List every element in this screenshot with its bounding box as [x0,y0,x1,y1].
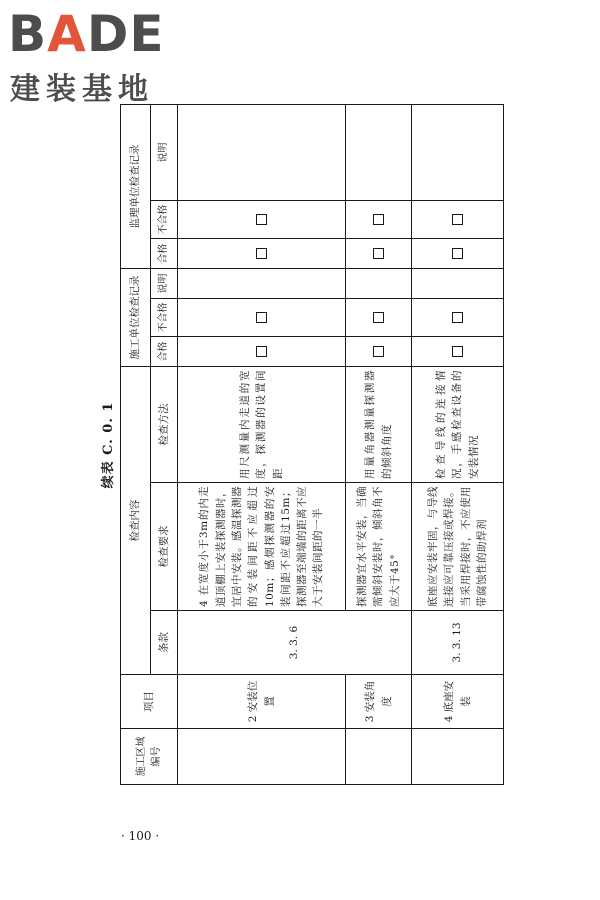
contractor-note-cell[interactable] [346,268,412,298]
header-supervisor-note: 说明 [151,104,178,200]
contractor-fail-checkbox[interactable] [178,298,346,336]
contractor-note-cell[interactable] [178,268,346,298]
row-requirement: 4 在宽度小于3m的内走道顶棚上安装探测器时，宜居中安装。感温探测器的安装间距不应超过10m；感烟探测器的安装间距不应超过15m；探测器至端墙的距离不应大于安装间距的一半 [178,483,346,611]
supervisor-pass-checkbox[interactable] [412,238,504,268]
row-area-code [178,729,346,785]
header-supervisor-fail: 不合格 [151,200,178,238]
supervisor-pass-checkbox[interactable] [346,238,412,268]
header-requirement: 检查要求 [151,483,178,611]
table-row [346,104,412,784]
header-contractor: 施工单位检查记录 [121,268,151,366]
header-supervisor: 监理单位检查记录 [121,104,151,268]
inspection-table [120,104,504,785]
page-number: · 100 · [121,829,160,843]
row-area-code [346,729,412,785]
header-clause: 条款 [151,611,178,675]
row-clause: 3. 3. 6 [178,611,412,675]
header-content: 检查内容 [121,366,151,674]
table-row [412,104,504,784]
header-contractor-pass: 合格 [151,336,178,366]
header-contractor-note: 说明 [151,268,178,298]
contractor-pass-checkbox[interactable] [412,336,504,366]
header-area-code: 施工区域编号 [121,729,178,785]
row-method: 用尺测量内走道的宽度，探测器的设置间距 [178,366,346,482]
row-requirement: 探测器宜水平安装，当确需倾斜安装时，倾斜角不应大于45° [346,483,412,611]
row-clause: 3. 3. 13 [412,611,504,675]
contractor-note-cell[interactable] [412,268,504,298]
rotated-page [85,105,503,843]
header-supervisor-pass: 合格 [151,238,178,268]
header-contractor-fail: 不合格 [151,298,178,336]
row-project: 4 底座安装 [412,675,504,729]
header-project: 项目 [121,675,178,729]
supervisor-note-cell[interactable] [178,104,346,200]
header-method: 检查方法 [151,366,178,482]
contractor-pass-checkbox[interactable] [178,336,346,366]
row-area-code [412,729,504,785]
supervisor-fail-checkbox[interactable] [346,200,412,238]
page-title: 续表 C. 0. 1 [101,401,116,489]
contractor-pass-checkbox[interactable] [346,336,412,366]
logo-subtitle: 建装基地 [10,72,154,107]
row-project: 3 安装角度 [346,675,412,729]
row-method: 检查导线的连接情况，手感检查设备的安装情况 [412,366,504,482]
contractor-fail-checkbox[interactable] [412,298,504,336]
table-row [178,104,346,784]
row-project: 2 安装位置 [178,675,346,729]
supervisor-note-cell[interactable] [412,104,504,200]
bade-logo [8,5,180,107]
logo-wordmark: BADE [8,5,165,63]
supervisor-pass-checkbox[interactable] [178,238,346,268]
supervisor-fail-checkbox[interactable] [178,200,346,238]
supervisor-fail-checkbox[interactable] [412,200,504,238]
row-requirement: 底座应安装牢固，与导线连接应可靠压接或焊接。当采用焊接时，不应使用带腐蚀性的助焊剂 [412,483,504,611]
row-method: 用量角器测量探测器的倾斜角度 [346,366,412,482]
contractor-fail-checkbox[interactable] [346,298,412,336]
supervisor-note-cell[interactable] [346,104,412,200]
